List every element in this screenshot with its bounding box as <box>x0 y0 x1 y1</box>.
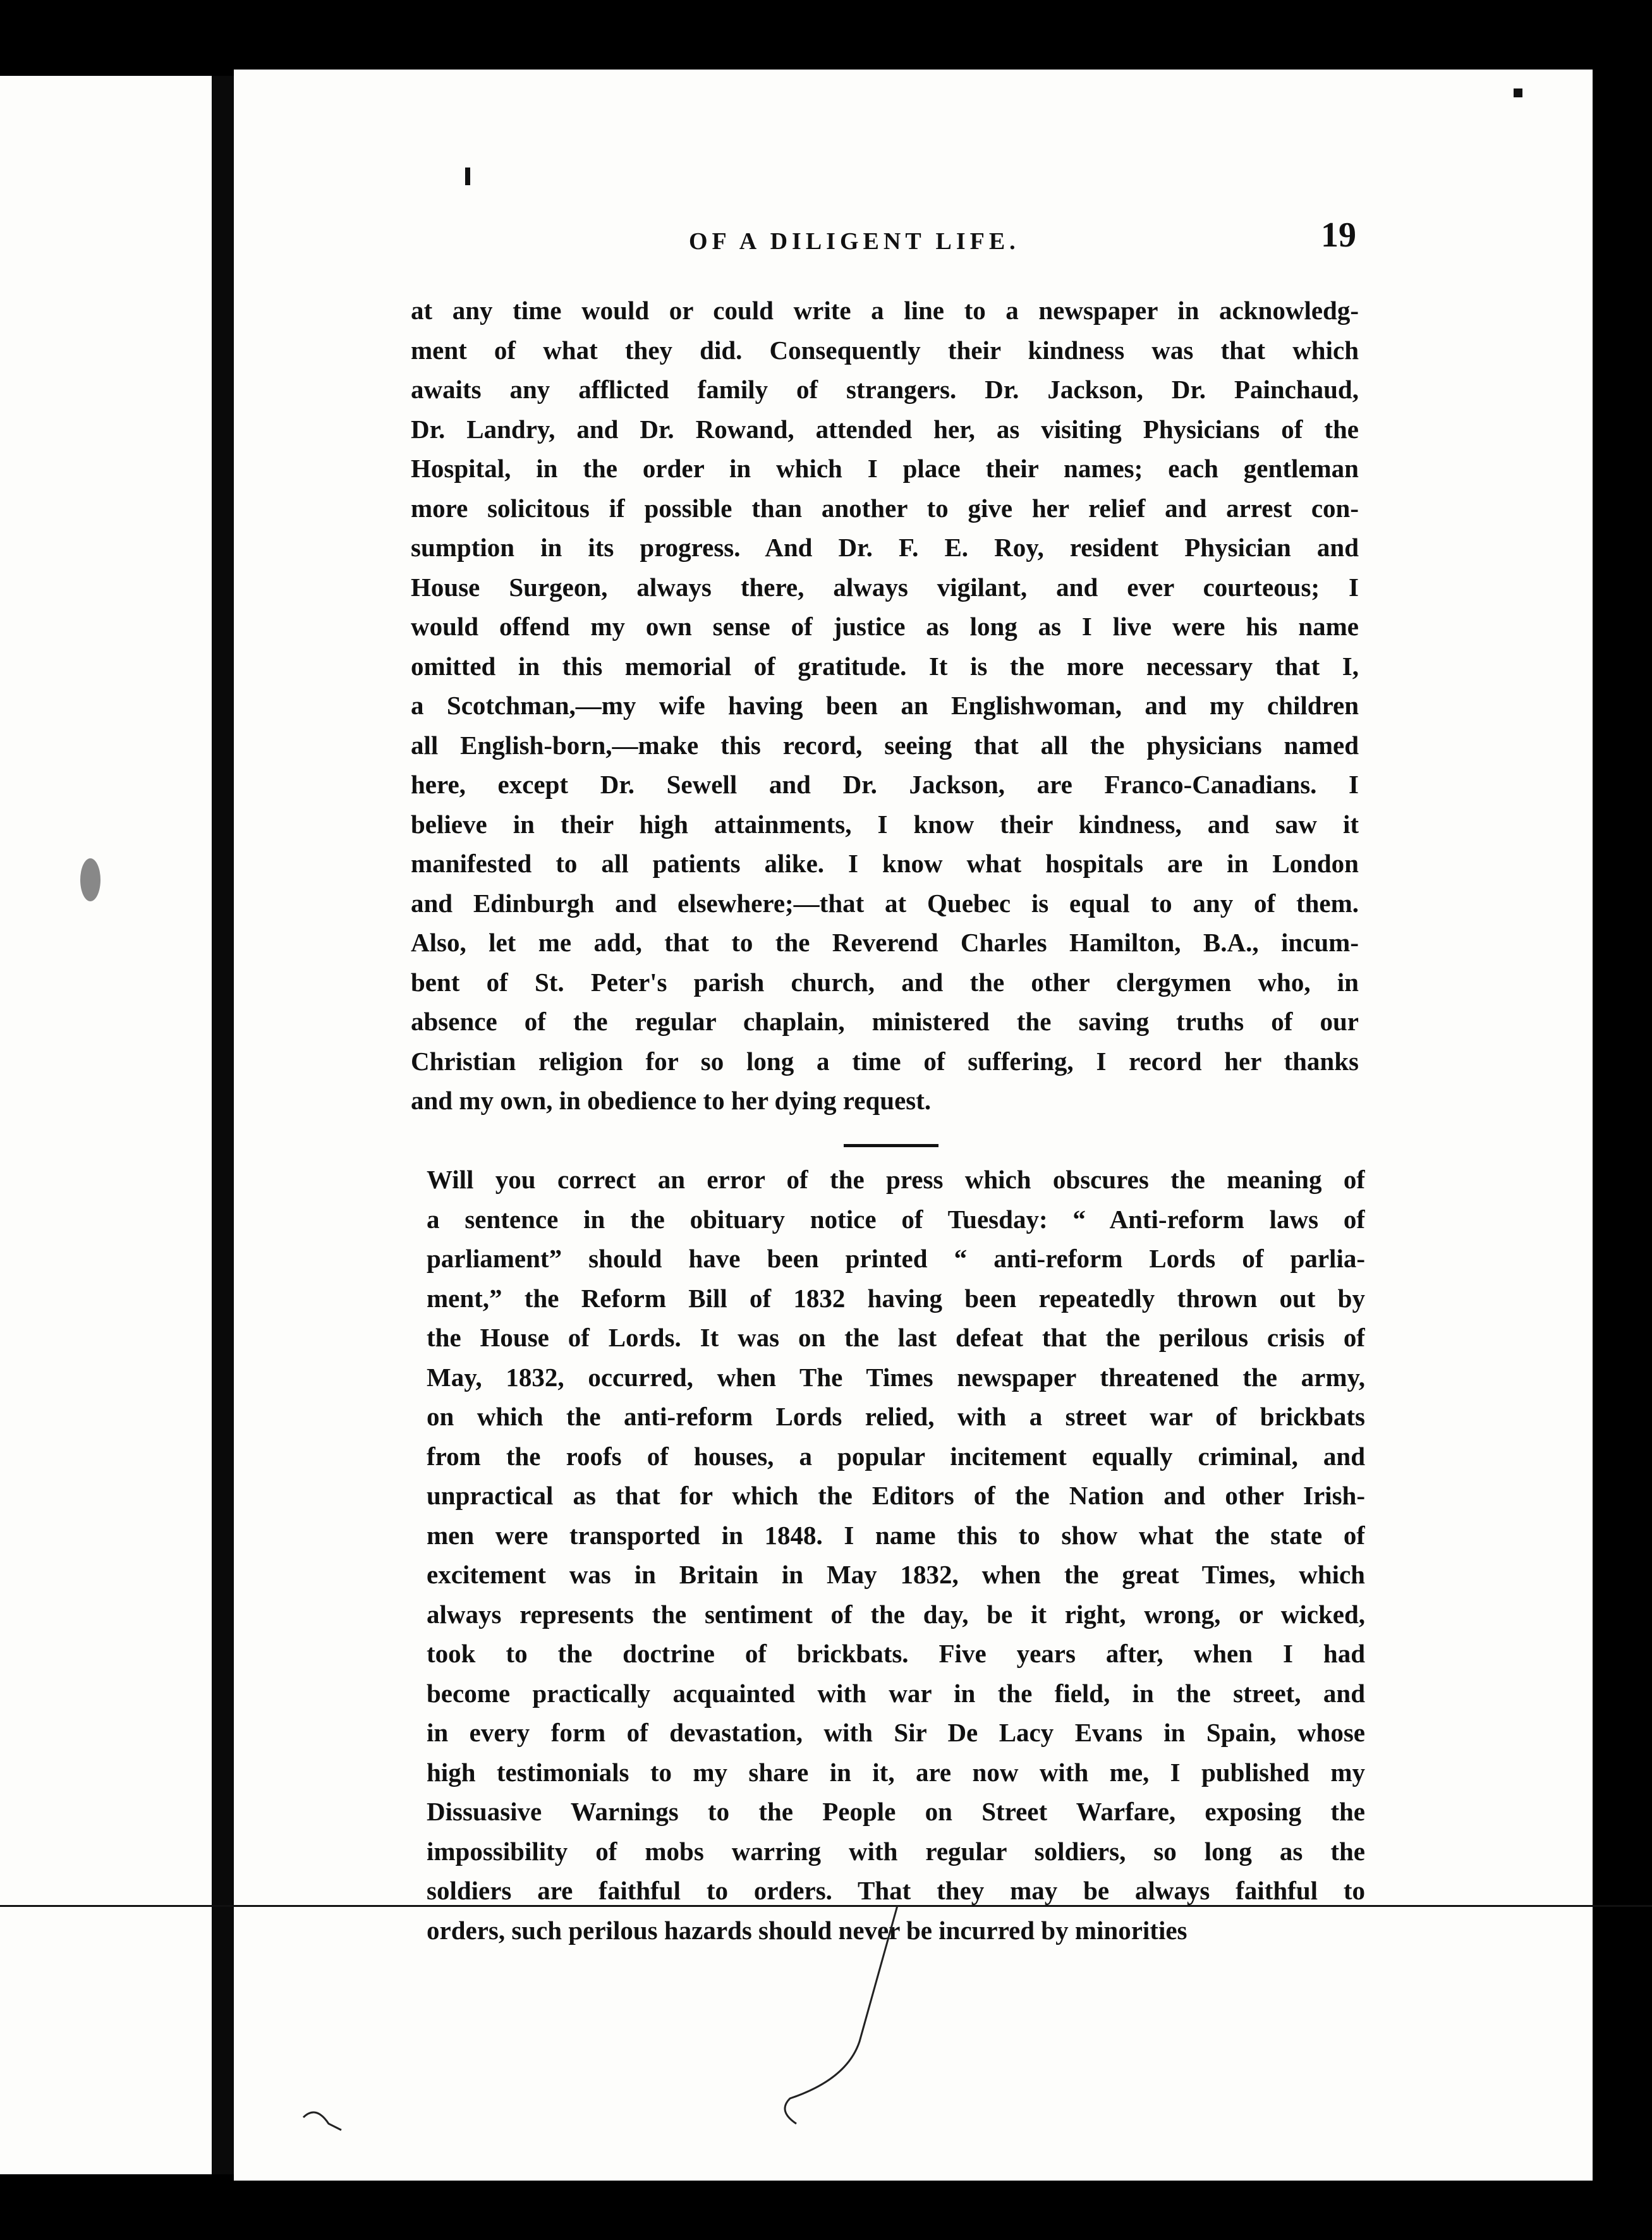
text-line: high testimonials to my share in it, are now with me, I published my <box>427 1757 1365 1787</box>
pencil-stroke-mark <box>785 1906 897 2124</box>
text-line: ment,” the Reform Bill of 1832 having been repeatedly thrown out by <box>427 1283 1365 1313</box>
text-line: and Edinburgh and elsewhere;—that at Quebec is equal to any of them. <box>411 888 1359 918</box>
text-line: manifested to all patients alike. I know what hospitals are in London <box>411 849 1359 878</box>
text-line: Will you correct an error of the press which obscures the meaning of <box>427 1165 1365 1194</box>
text-line: soldiers are faithful to orders. That they may be always faithful to <box>427 1876 1365 1905</box>
tick-mark <box>465 167 470 185</box>
text-line: May, 1832, occurred, when The Times newspaper threatened the army, <box>427 1362 1365 1392</box>
text-line: orders, such perilous hazards should never be incurred by minorities <box>427 1915 1187 1945</box>
text-line: sumption in its progress. And Dr. F. E. Roy, resident Physician and <box>411 533 1359 562</box>
text-line: become practically acquainted with war in the field, in the street, and <box>427 1678 1365 1708</box>
text-line: parliament” should have been printed “ anti-reform Lords of parlia- <box>427 1244 1365 1273</box>
text-line: unpractical as that for which the Editors of the Nation and other Irish- <box>427 1481 1365 1510</box>
text-line: men were transported in 1848. I name this to show what the state of <box>427 1520 1365 1550</box>
corner-mark <box>303 2112 341 2130</box>
text-line: Also, let me add, that to the Reverend Charles Hamilton, B.A., incum- <box>411 928 1359 957</box>
text-line: all English-born,—make this record, seeing that all the physicians named <box>411 730 1359 760</box>
text-line: omitted in this memorial of gratitude. It is the more necessary that I, <box>411 651 1359 681</box>
text-line: awaits any afflicted family of strangers. Dr. Jackson, Dr. Painchaud, <box>411 375 1359 404</box>
text-line: Dr. Landry, and Dr. Rowand, attended her, as visiting Physicians of the <box>411 414 1359 444</box>
text-line: Christian religion for so long a time of suffering, I record her thanks <box>411 1046 1359 1076</box>
text-line: at any time would or could write a line to a newspaper in acknowledg- <box>411 296 1359 325</box>
text-line: excitement was in Britain in May 1832, when the great Times, which <box>427 1560 1365 1589</box>
running-head: OF A DILIGENT LIFE. <box>689 228 1020 255</box>
text-line: in every form of devastation, with Sir De Lacy Evans in Spain, whose <box>427 1718 1365 1747</box>
text-line: always represents the sentiment of the day, be it right, wrong, or wicked, <box>427 1599 1365 1629</box>
text-line: would offend my own sense of justice as long as I live were his name <box>411 612 1359 641</box>
text-line: more solicitous if possible than another to give her relief and arrest con- <box>411 493 1359 523</box>
scan-bottom-border <box>0 2181 1652 2240</box>
text-line: bent of St. Peter's parish church, and the other clergymen who, in <box>411 967 1359 997</box>
text-line: impossibility of mobs warring with regular soldiers, so long as the <box>427 1836 1365 1866</box>
text-line: took to the doctrine of brickbats. Five years after, when I had <box>427 1639 1365 1668</box>
text-line: believe in their high attainments, I know their kindness, and saw it <box>411 809 1359 839</box>
text-line: on which the anti-reform Lords relied, with a street war of brickbats <box>427 1402 1365 1431</box>
text-line: a sentence in the obituary notice of Tuesday: “ Anti-reform laws of <box>427 1204 1365 1234</box>
text-line: from the roofs of houses, a popular incitement equally criminal, and <box>427 1441 1365 1471</box>
text-line: and my own, in obedience to her dying request. <box>411 1086 932 1115</box>
ink-blot-mark <box>80 858 100 901</box>
text-line: House Surgeon, always there, always vigilant, and ever courteous; I <box>411 572 1359 602</box>
text-line: a Scotchman,—my wife having been an Englishwoman, and my children <box>411 691 1359 720</box>
text-line: here, except Dr. Sewell and Dr. Jackson, are Franco-Canadians. I <box>411 770 1359 799</box>
text-line: the House of Lords. It was on the last defeat that the perilous crisis of <box>427 1323 1365 1352</box>
text-line: Dissuasive Warnings to the People on Street Warfare, exposing the <box>427 1797 1365 1826</box>
corner-speck <box>1514 88 1522 97</box>
text-line: ment of what they did. Consequently their kindness was that which <box>411 335 1359 365</box>
text-line: Hospital, in the order in which I place their names; each gentleman <box>411 454 1359 483</box>
text-line: absence of the regular chaplain, ministered the saving truths of our <box>411 1007 1359 1036</box>
page-number: 19 <box>1321 216 1356 255</box>
